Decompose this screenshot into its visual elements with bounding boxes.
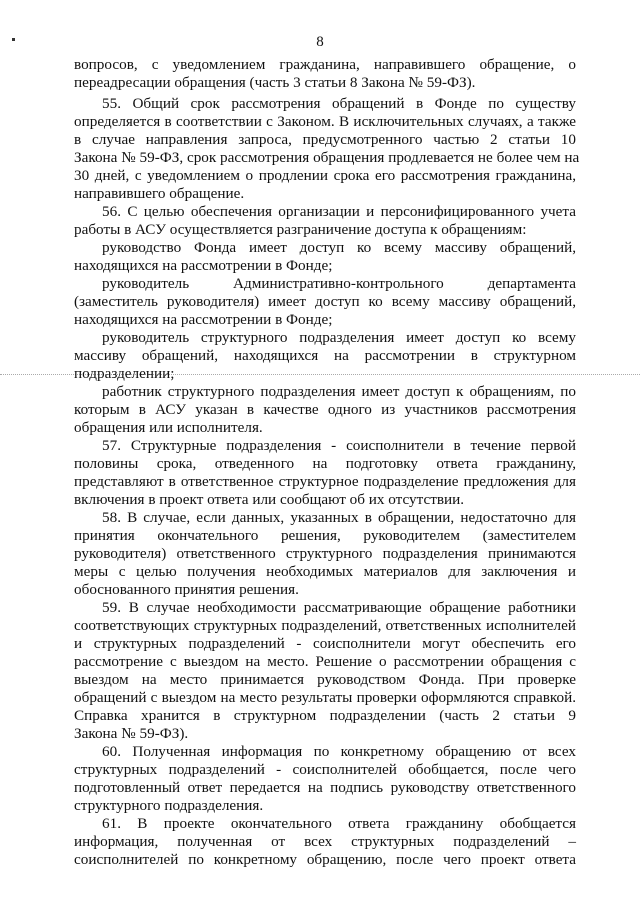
text-line: соответствующих структурных подразделений, ответственных исполнителей bbox=[74, 617, 576, 634]
text-line: (заместитель руководителя) имеет доступ ко всему массиву обращений, bbox=[74, 293, 576, 310]
text-line: обращений с выездом на место результаты проверки оформляются справкой. bbox=[74, 689, 576, 706]
text-line: Справка хранится в структурном подразделении (часть 2 статьи 9 bbox=[74, 707, 576, 724]
list-item: работник структурного подразделения имеет доступ к обращениям, по bbox=[102, 383, 576, 400]
text-line: обоснованного принятия решения. bbox=[74, 581, 299, 598]
text-line: представляют в ответственное структурное подразделение предложения для bbox=[74, 473, 576, 490]
paragraph-59: 59. В случае необходимости рассматривающие обращение работники bbox=[102, 599, 576, 616]
text-line: вопросов, с уведомлением гражданина, направившего обращение, о bbox=[74, 56, 576, 73]
text-line: Закона № 59-ФЗ). bbox=[74, 725, 189, 742]
text-line: структурных подразделений - соисполнителей обобщается, после чего bbox=[74, 761, 576, 778]
text-line: Закона № 59-ФЗ, срок рассмотрения обращения продлевается не более чем на bbox=[74, 149, 580, 166]
text-line: принятия окончательного решения, руководителем (заместителем bbox=[74, 527, 576, 544]
paragraph-58: 58. В случае, если данных, указанных в обращении, недостаточно для bbox=[102, 509, 576, 526]
text-line: переадресации обращения (часть 3 статьи 8 Закона № 59-ФЗ). bbox=[74, 74, 476, 91]
list-item: руководитель Административно-контрольного департамента bbox=[102, 275, 576, 292]
text-line: руководителя) ответственного структурного подразделения принимаются bbox=[74, 545, 576, 562]
page-number: 8 bbox=[316, 34, 324, 50]
text-line: выездом на место принимается руководством Фонда. При проверке bbox=[74, 671, 576, 688]
text-line: направившего обращение. bbox=[74, 185, 245, 202]
text-line: подготовленный ответ передается на подпись руководству ответственного bbox=[74, 779, 576, 796]
text-line: находящихся на рассмотрении в Фонде; bbox=[74, 311, 333, 328]
paragraph-61: 61. В проекте окончательного ответа гражданину обобщается bbox=[102, 815, 576, 832]
paragraph-56: 56. С целью обеспечения организации и персонифицированного учета bbox=[102, 203, 576, 220]
text-line: включения в проект ответа или сообщают об их отсутствии. bbox=[74, 491, 465, 508]
text-line: соисполнителей по конкретному обращению, после чего проект ответа bbox=[74, 851, 576, 868]
text-line: половины срока, отведенного на подготовку ответа гражданину, bbox=[74, 455, 576, 472]
text-line: массиву обращений, находящихся на рассмотрении в структурном bbox=[74, 347, 576, 364]
paragraph-57: 57. Структурные подразделения - соисполнители в течение первой bbox=[102, 437, 576, 454]
text-line: 30 дней, с уведомлением о продлении срока его рассмотрения гражданина, bbox=[74, 167, 576, 184]
list-item: руководитель структурного подразделения имеет доступ ко всему bbox=[102, 329, 576, 346]
text-line: меры с целью получения необходимых материалов для заключения и bbox=[74, 563, 576, 580]
text-line: рассмотрение с выездом на место. Решение о рассмотрении обращения с bbox=[74, 653, 576, 670]
text-line: в случае направления запроса, предусмотренного частью 2 статьи 10 bbox=[74, 131, 576, 148]
text-line: определяется в соответствии с Законом. В исключительных случаях, а также bbox=[74, 113, 576, 130]
text-line: которым в АСУ указан в качестве одного из участников рассмотрения bbox=[74, 401, 576, 418]
paragraph-60: 60. Полученная информация по конкретному обращению от всех bbox=[102, 743, 576, 760]
text-line: работы в АСУ осуществляется разграничение доступа к обращениям: bbox=[74, 221, 527, 238]
text-line: структурного подразделения. bbox=[74, 797, 264, 814]
text-line: обращения или исполнителя. bbox=[74, 419, 263, 436]
list-item: руководство Фонда имеет доступ ко всему массиву обращений, bbox=[102, 239, 576, 256]
text-line: и структурных подразделений - соисполнители могут обеспечить его bbox=[74, 635, 576, 652]
text-line: подразделении; bbox=[74, 365, 175, 382]
text-line: находящихся на рассмотрении в Фонде; bbox=[74, 257, 333, 274]
text-line: информация, полученная от всех структурных подразделений – bbox=[74, 833, 576, 850]
paragraph-55: 55. Общий срок рассмотрения обращений в Фонде по существу bbox=[102, 95, 576, 112]
